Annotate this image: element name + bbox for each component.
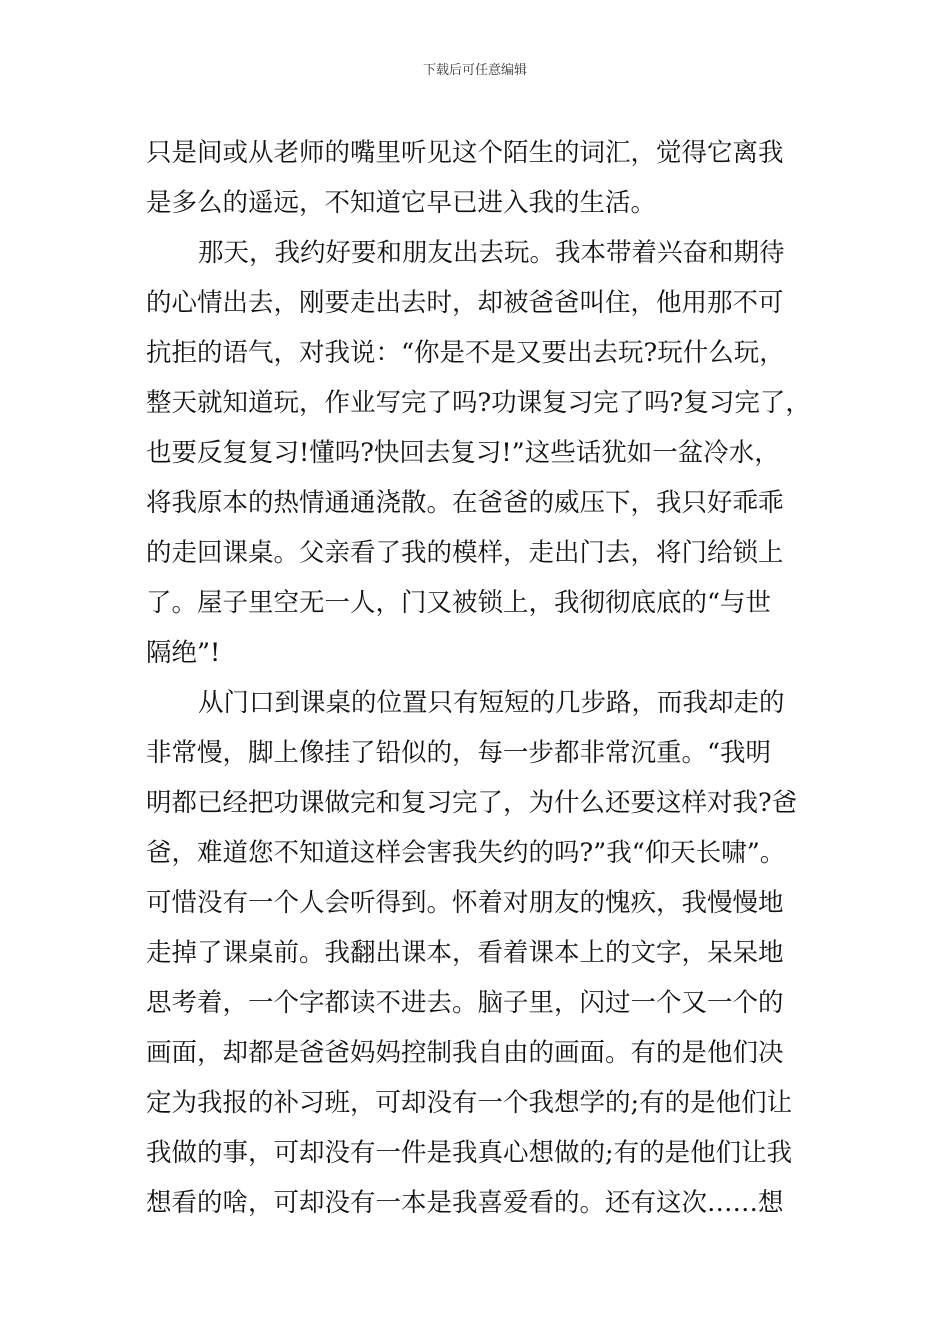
paragraph-start-line: 从门口到课桌的位置只有短短的几步路，而我却走的 <box>198 688 785 718</box>
text-line: 将我原本的热情通通浇散。在爸爸的威压下，我只好乖乖 <box>146 488 784 518</box>
paragraph-start-line: 那天，我约好要和朋友出去玩。我本带着兴奋和期待 <box>198 238 785 268</box>
text-line: 定为我报的补习班，可却没有一个我想学的;有的是他们让 <box>146 1088 793 1118</box>
text-line: 走掉了课桌前。我翻出课本，看着课本上的文字，呆呆地 <box>146 938 784 968</box>
text-line: 只是间或从老师的嘴里听见这个陌生的词汇，觉得它离我 <box>146 138 784 168</box>
text-line: 了。屋子里空无一人，门又被锁上，我彻彻底底的“与世 <box>146 588 772 618</box>
text-line: 明都已经把功课做完和复习完了，为什么还要这样对我?爸 <box>146 788 798 818</box>
text-line: 抗拒的语气，对我说：“你是不是又要出去玩?玩什么玩， <box>146 338 785 368</box>
text-line: 也要反复复习!懂吗?快回去复习!”这些话犹如一盆冷水， <box>146 438 780 468</box>
page-header: 下载后可任意编辑 <box>422 63 527 78</box>
text-line: 可惜没有一个人会听得到。怀着对朋友的愧疚，我慢慢地 <box>146 888 784 918</box>
text-line: 想看的啥，可却没有一本是我喜爱看的。还有这次……想 <box>146 1188 784 1218</box>
document-body <box>146 128 820 1228</box>
text-line: 隔绝”! <box>146 638 221 668</box>
text-line: 非常慢，脚上像挂了铅似的，每一步都非常沉重。“我明 <box>146 738 772 768</box>
text-line: 整天就知道玩，作业写完了吗?功课复习完了吗?复习完了， <box>146 388 811 418</box>
text-line: 的走回课桌。父亲看了我的模样，走出门去，将门给锁上 <box>146 538 784 568</box>
text-line: 画面，却都是爸爸妈妈控制我自由的画面。有的是他们决 <box>146 1038 784 1068</box>
text-line: 思考着，一个字都读不进去。脑子里，闪过一个又一个的 <box>146 988 784 1018</box>
text-line: 是多么的遥远，不知道它早已进入我的生活。 <box>146 188 657 218</box>
text-line: 我做的事，可却没有一件是我真心想做的;有的是他们让我 <box>146 1138 793 1168</box>
text-line: 的心情出去，刚要走出去时，却被爸爸叫住，他用那不可 <box>146 288 784 318</box>
text-line: 爸，难道您不知道这样会害我失约的吗?”我“仰天长啸”。 <box>146 838 786 868</box>
